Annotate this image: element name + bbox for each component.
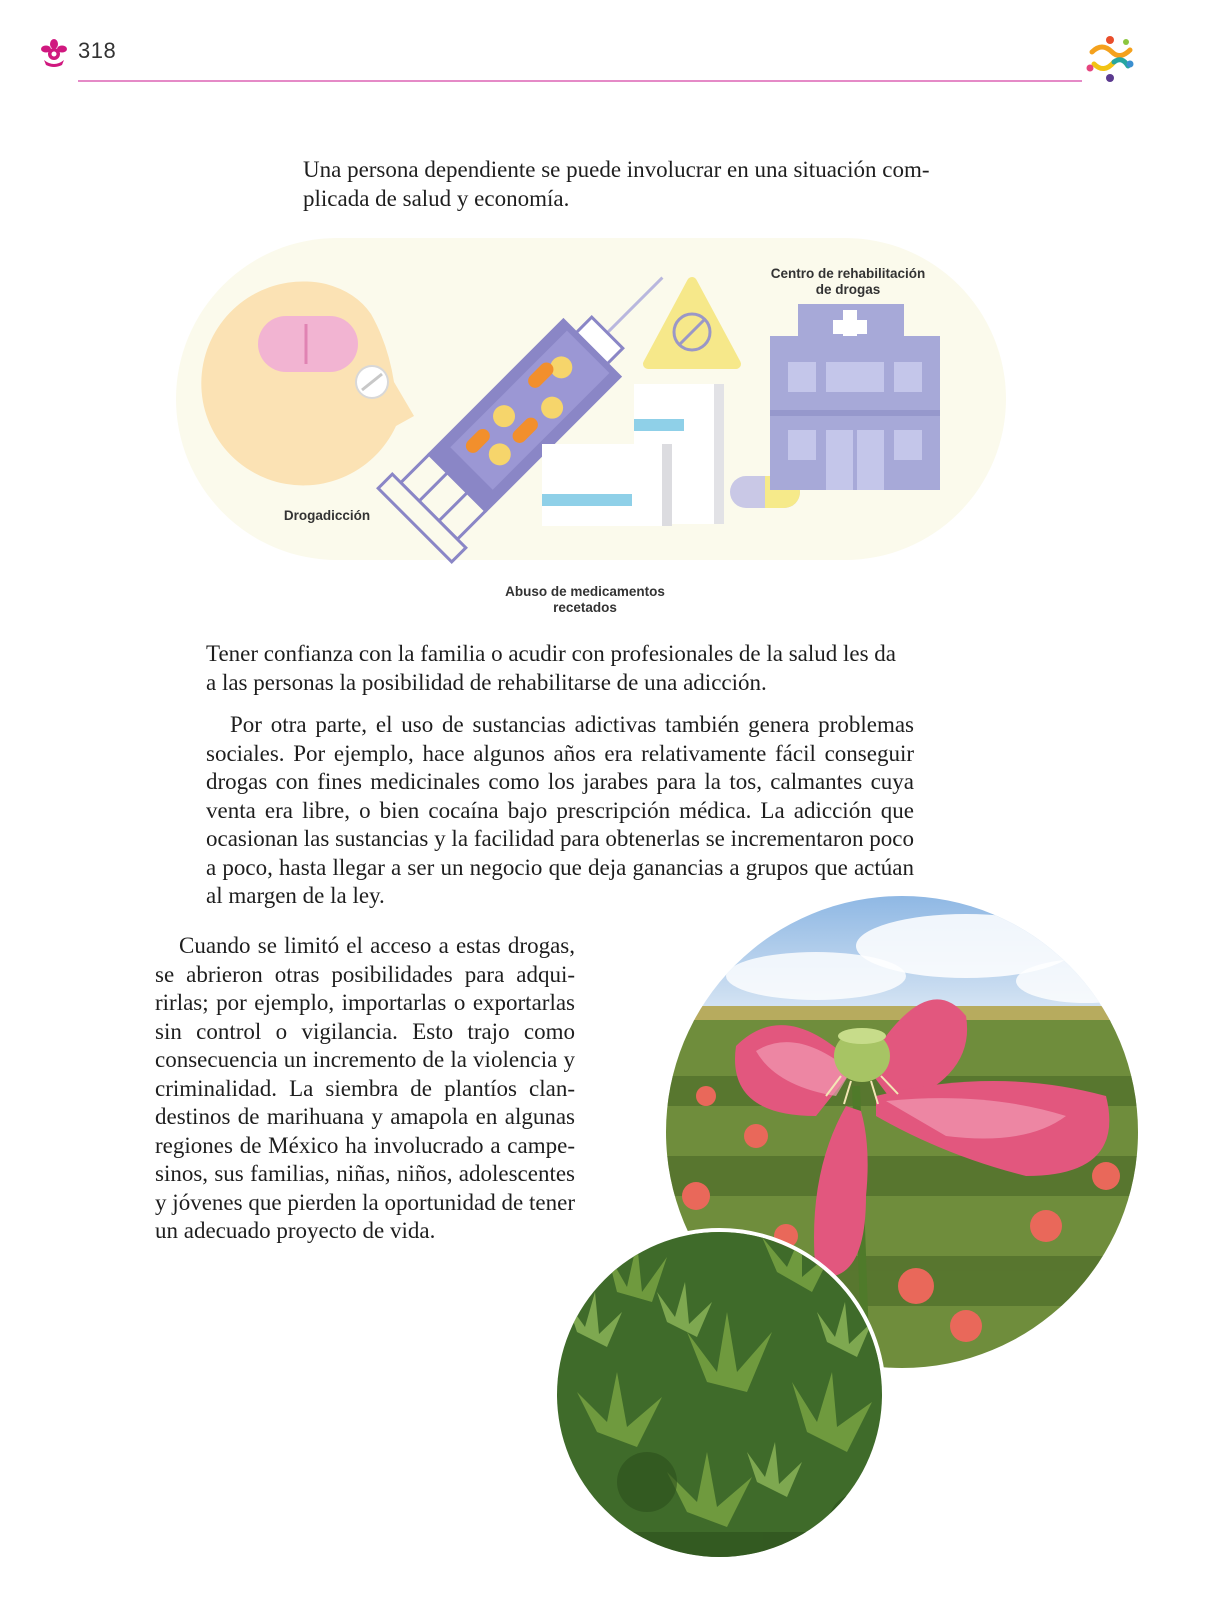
trust-line-1: Tener confianza con la familia o acudir con profesionales de la salud les da xyxy=(206,641,897,666)
trust-line-2: a las personas la posibilidad de rehabilitarse de una adicción. xyxy=(206,669,767,695)
drug-limits-paragraph: Cuando se limitó el acceso a estas drogas, se abrieron otras posibilidades para adquirirlas; por ejemplo, importarlas o exportarlas sin control o vigilancia. Esto trajo como consecuencia un incremento de la violencia y criminalidad. La siembra de plantíos clandestinos de marihuana y amapola en algunas regiones de México ha involucrado a campesinos, sus familias, niñas, niños, adolescentes y jóvenes que pierden la oportunidad de tener un adecuado proyecto de vida. xyxy=(155,933,575,1243)
flower-ornament-icon xyxy=(40,38,68,68)
label-drug-addiction: Drogadicción xyxy=(283,508,371,523)
header-rule xyxy=(78,80,1082,82)
label-abuse-line-1: Abuso de medicamentos xyxy=(505,584,665,599)
page-header xyxy=(0,0,1214,90)
intro-line-2: plicada de salud y economía. xyxy=(303,185,570,211)
trust-paragraph xyxy=(206,640,914,697)
label-rehab-center xyxy=(753,266,943,298)
label-rehab-line-2: de drogas xyxy=(815,282,881,297)
label-prescription-abuse xyxy=(480,584,690,616)
intro-paragraph xyxy=(303,156,963,213)
marijuana-plants-photo xyxy=(553,1228,886,1561)
label-abuse-line-2: recetados xyxy=(553,600,617,615)
dancing-figures-logo-icon xyxy=(1084,34,1136,84)
page-number: 318 xyxy=(78,38,117,63)
label-rehab-line-1: Centro de rehabilitación xyxy=(770,266,926,281)
social-problems-paragraph: Por otra parte, el uso de sustancias adictivas también genera problemas sociales. Por ejemplo, hace algunos años era relativamente fácil conseguir drogas con fines medicinales como los jarabes para la tos, calmantes cuya venta era libre, o bien cocaína bajo prescripción médica. La adicción que ocasionan las sustancias y la facilidad para obtenerlas se incrementaron poco a poco, hasta llegar a ser un negocio que deja ganancias a grupos que actúan al margen de la ley. xyxy=(206,712,914,908)
intro-line-1: Una persona dependiente se puede involucrar en una situación com- xyxy=(303,157,930,182)
